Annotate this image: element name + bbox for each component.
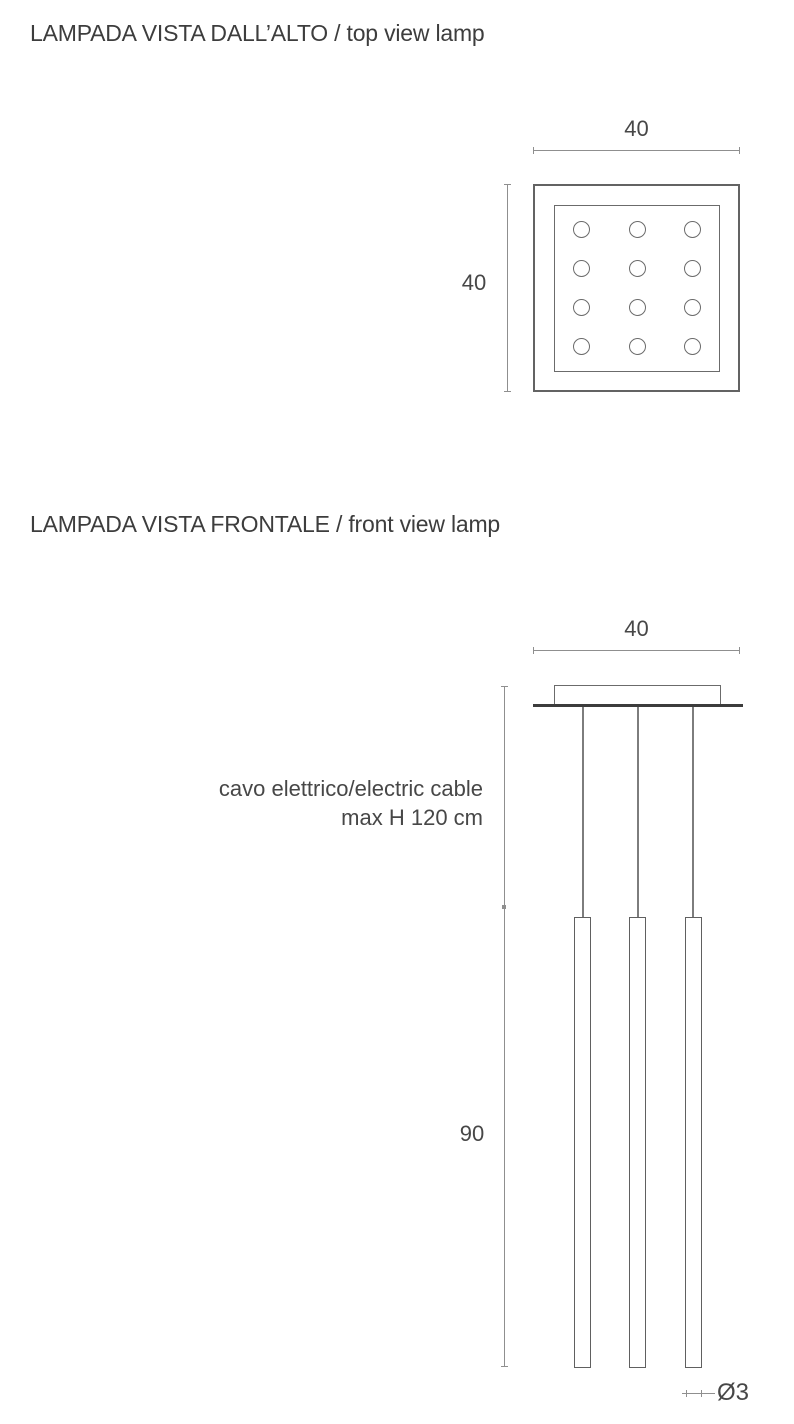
- dimension-tick: [504, 184, 511, 185]
- suspension-cable: [582, 707, 584, 917]
- led-tube: [629, 917, 646, 1368]
- led-hole: [684, 221, 701, 238]
- dimension-tick: [739, 147, 740, 154]
- led-hole: [684, 338, 701, 355]
- top-view-width-label: 40: [624, 116, 649, 141]
- dimension-tick: [501, 1366, 508, 1367]
- led-hole: [573, 221, 590, 238]
- rod-height-label: 90: [459, 1121, 485, 1146]
- dimension-tick: [501, 686, 508, 687]
- dimension-tick: [701, 1390, 702, 1397]
- led-hole: [629, 260, 646, 277]
- led-tube: [685, 917, 702, 1368]
- led-hole: [573, 260, 590, 277]
- dimension-tick: [739, 647, 740, 654]
- top-view-height-label: 40: [461, 270, 487, 295]
- dimension-tick: [504, 391, 511, 392]
- led-hole: [684, 260, 701, 277]
- front-view-title: LAMPADA VISTA FRONTALE / front view lamp: [30, 511, 501, 537]
- suspension-cable: [637, 707, 639, 917]
- top-view-title: LAMPADA VISTA DALL’ALTO / top view lamp: [30, 20, 485, 46]
- led-hole: [629, 299, 646, 316]
- cable-note-line1: cavo elettrico/electric cable: [218, 776, 483, 801]
- cable-note: [180, 774, 483, 832]
- front-view-width-label: 40: [624, 616, 649, 641]
- diameter-label: Ø3: [717, 1379, 750, 1406]
- suspension-cable: [692, 707, 694, 917]
- top-view-height-dimension-line: [507, 184, 508, 392]
- dimension-tick: [686, 1390, 687, 1397]
- front-view-height-dimension-line: [504, 686, 505, 1367]
- dimension-split-dot: [502, 905, 506, 909]
- led-hole: [573, 338, 590, 355]
- top-view-width-dimension-line: [533, 150, 740, 151]
- cable-note-line2: max H 120 cm: [341, 805, 483, 830]
- led-tube: [574, 917, 591, 1368]
- led-hole-grid: [573, 221, 701, 355]
- led-hole: [684, 299, 701, 316]
- led-hole: [573, 299, 590, 316]
- front-view-width-dimension-line: [533, 650, 740, 651]
- led-hole: [629, 338, 646, 355]
- dimension-tick: [533, 147, 534, 154]
- ceiling-canopy: [554, 685, 721, 705]
- led-hole: [629, 221, 646, 238]
- dimension-tick: [533, 647, 534, 654]
